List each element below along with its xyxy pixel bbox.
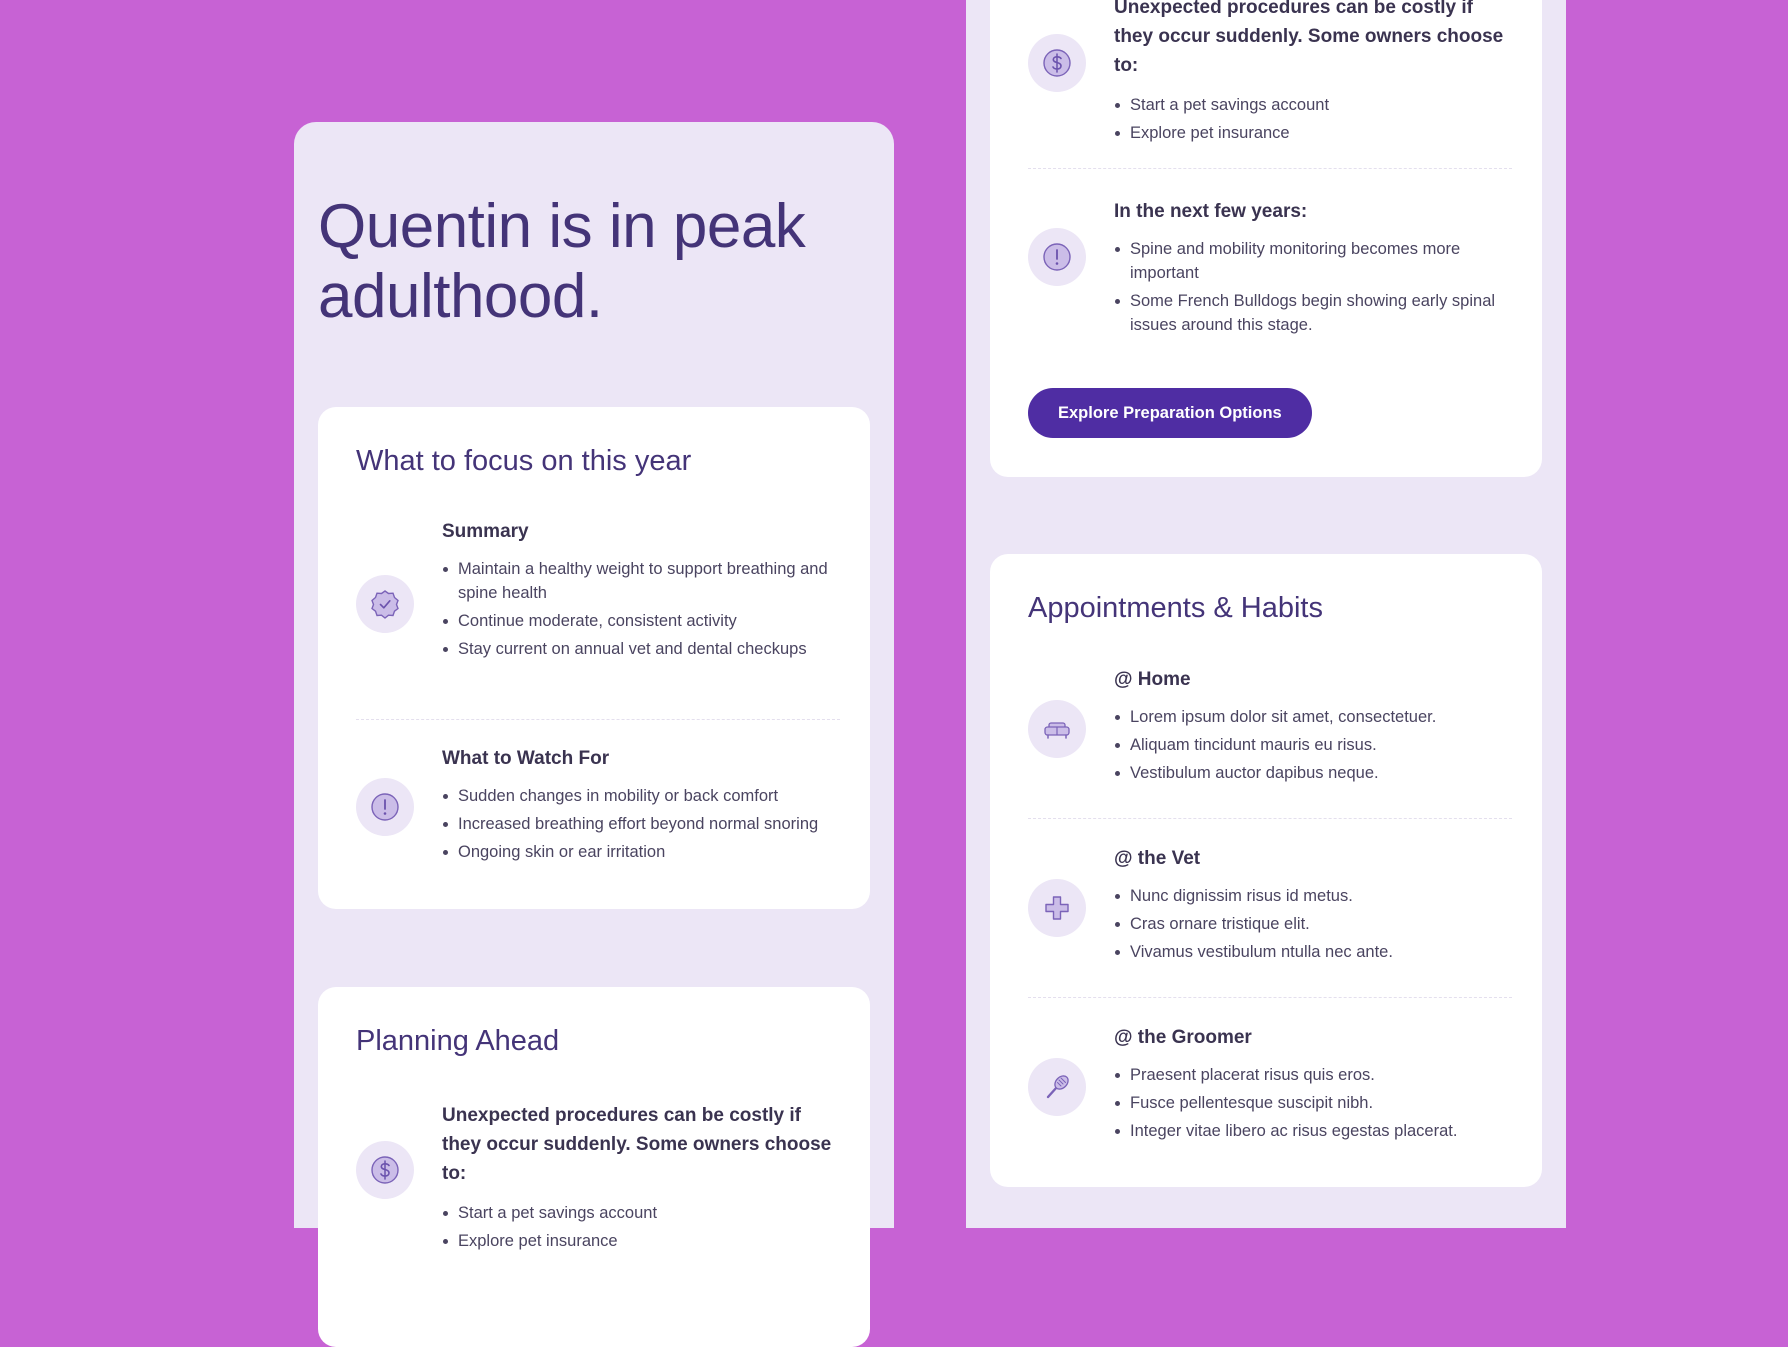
right-panel (966, 0, 1566, 1228)
alert-icon (1028, 228, 1086, 286)
focus-card-title: What to focus on this year (356, 445, 692, 477)
dollar-icon (1028, 34, 1086, 92)
list-item: Start a pet savings account (458, 1201, 840, 1225)
planning-card-continued (990, 0, 1542, 477)
costs-heading: Unexpected procedures can be costly if they occur suddenly. Some owners choose to: (442, 1105, 832, 1184)
groomer-heading: @ the Groomer (1114, 1027, 1252, 1048)
list-item: Explore pet insurance (1130, 121, 1512, 145)
focus-card (318, 407, 870, 909)
medical-cross-icon (1028, 879, 1086, 937)
dollar-icon (356, 1141, 414, 1199)
list-item: Maintain a healthy weight to support breathing and spine health (458, 557, 840, 605)
vet-heading: @ the Vet (1114, 848, 1201, 869)
home-list (1114, 705, 1512, 785)
list-item: Explore pet insurance (458, 1229, 840, 1253)
explore-preparation-button[interactable]: Explore Preparation Options (1028, 388, 1312, 438)
section-divider (1028, 997, 1512, 998)
brush-icon (1028, 1058, 1086, 1116)
list-item: Stay current on annual vet and dental checkups (458, 637, 840, 661)
list-item: Start a pet savings account (1130, 93, 1512, 117)
couch-icon (1028, 700, 1086, 758)
list-item: Some French Bulldogs begin showing early spinal issues around this stage. (1130, 289, 1512, 337)
left-panel (294, 122, 894, 1250)
appointments-card-title: Appointments & Habits (1028, 592, 1323, 624)
section-divider (1028, 818, 1512, 819)
list-item: Increased breathing effort beyond normal snoring (458, 812, 840, 836)
section-divider (1028, 168, 1512, 169)
appointments-card (990, 554, 1542, 1187)
planning-card (318, 987, 870, 1347)
list-item: Praesent placerat risus quis eros. (1130, 1063, 1512, 1087)
list-item: Spine and mobility monitoring becomes more important (1130, 237, 1512, 285)
list-item: Vestibulum auctor dapibus neque. (1130, 761, 1512, 785)
badge-check-icon (356, 575, 414, 633)
watch-list (442, 784, 840, 864)
summary-list (442, 557, 840, 661)
costs-heading: Unexpected procedures can be costly if they occur suddenly. Some owners choose to: (1114, 0, 1504, 76)
next-years-list (1114, 237, 1512, 337)
list-item: Nunc dignissim risus id metus. (1130, 884, 1512, 908)
groomer-list (1114, 1063, 1512, 1143)
list-item: Lorem ipsum dolor sit amet, consectetuer. (1130, 705, 1512, 729)
costs-list (1114, 93, 1512, 145)
list-item: Aliquam tincidunt mauris eu risus. (1130, 733, 1512, 757)
page-title: Quentin is in peak adulthood. (318, 192, 806, 331)
list-item: Ongoing skin or ear irritation (458, 840, 840, 864)
summary-heading: Summary (442, 521, 529, 542)
planning-card-title: Planning Ahead (356, 1025, 560, 1057)
section-divider (356, 719, 840, 720)
list-item: Sudden changes in mobility or back comfort (458, 784, 840, 808)
list-item: Cras ornare tristique elit. (1130, 912, 1512, 936)
list-item: Vivamus vestibulum ntulla nec ante. (1130, 940, 1512, 964)
vet-list (1114, 884, 1512, 964)
costs-list (442, 1201, 840, 1253)
alert-icon (356, 778, 414, 836)
list-item: Continue moderate, consistent activity (458, 609, 840, 633)
watch-heading: What to Watch For (442, 748, 610, 769)
list-item: Integer vitae libero ac risus egestas placerat. (1130, 1119, 1512, 1143)
home-heading: @ Home (1114, 669, 1191, 690)
list-item: Fusce pellentesque suscipit nibh. (1130, 1091, 1512, 1115)
next-years-heading: In the next few years: (1114, 201, 1308, 222)
